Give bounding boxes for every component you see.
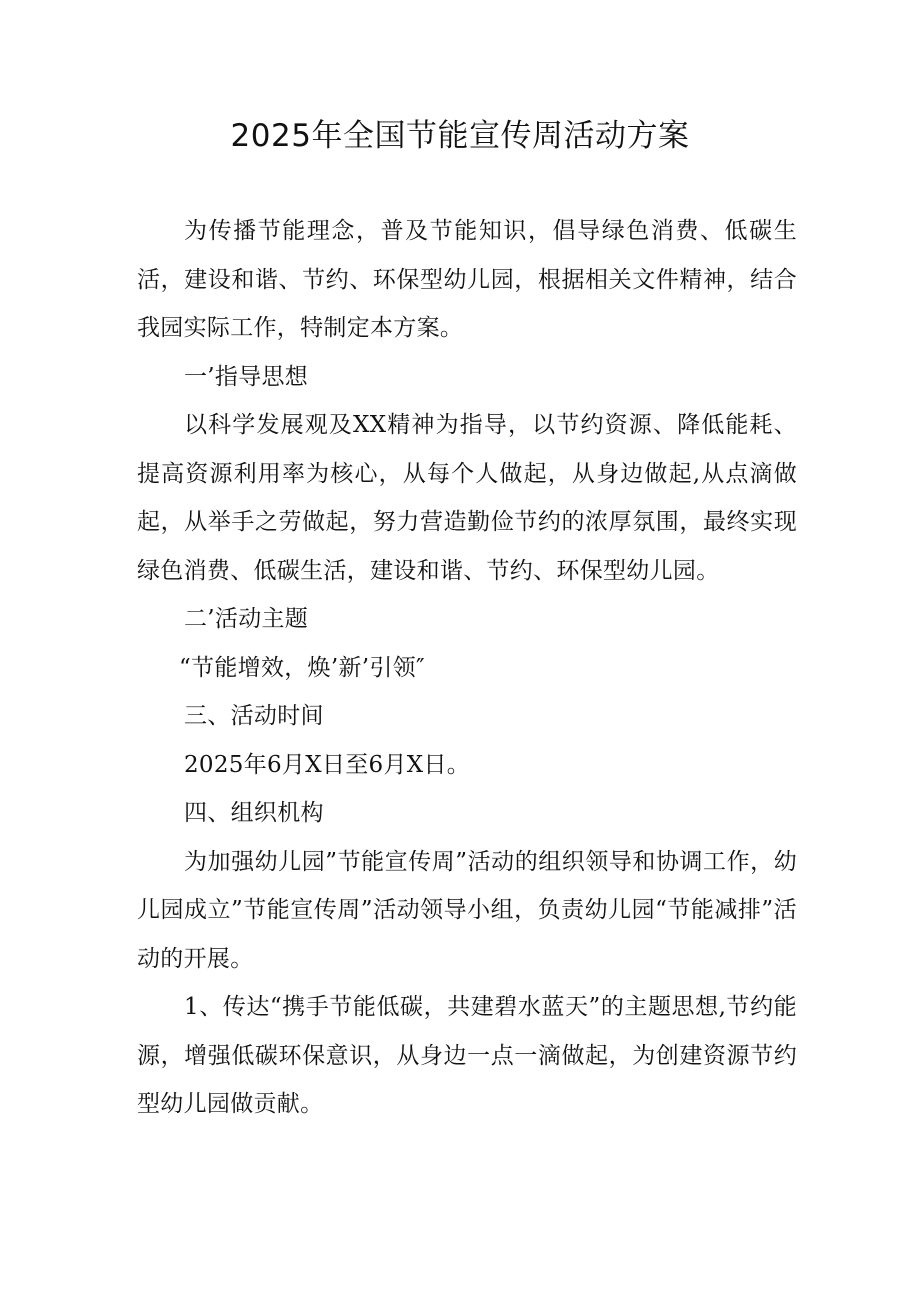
activity-time-paragraph: 2025年6月X日至6月X日。: [184, 751, 471, 778]
section-heading-activity-theme: 二’活动主题: [184, 606, 309, 632]
document-body: [137, 207, 797, 1129]
section-heading-guiding-ideology: 一’指导思想: [184, 363, 309, 390]
section-heading-organization: 四、组织机构: [184, 800, 324, 826]
organization-paragraph: 为加强幼儿园”节能宣传周”活动的组织领导和协调工作，幼儿园成立”节能宣传周”活动领导小组，负责幼儿园“节能减排”活动的开展。: [137, 848, 797, 972]
activity-theme-slogan: “节能增效，焕’新’引领″: [179, 654, 425, 681]
item-one-paragraph: 1、传达“携手节能低碳，共建碧水蓝天”的主题思想,节约能源，增强低碳环保意识，从身边一点一滴做起，为创建资源节约型幼儿园做贡献。: [137, 994, 797, 1117]
intro-paragraph: 为传播节能理念，普及节能知识，倡导绿色消费、低碳生活，建设和谐、节约、环保型幼儿园，根据相关文件精神，结合我园实际工作，特制定本方案。: [137, 218, 797, 341]
guiding-ideology-paragraph: 以科学发展观及XX精神为指导，以节约资源、降低能耗、提高资源利用率为核心，从每个人做起，从身边做起,从点滴做起，从举手之劳做起，努力营造勤俭节约的浓厚氛围，最终实现绿色消费、低碳生活，建设和谐、节约、环保型幼儿园。: [137, 412, 797, 584]
section-heading-activity-time: 三、活动时间: [184, 703, 324, 729]
document-title: 2025年全国节能宣传周活动方案: [230, 118, 690, 154]
